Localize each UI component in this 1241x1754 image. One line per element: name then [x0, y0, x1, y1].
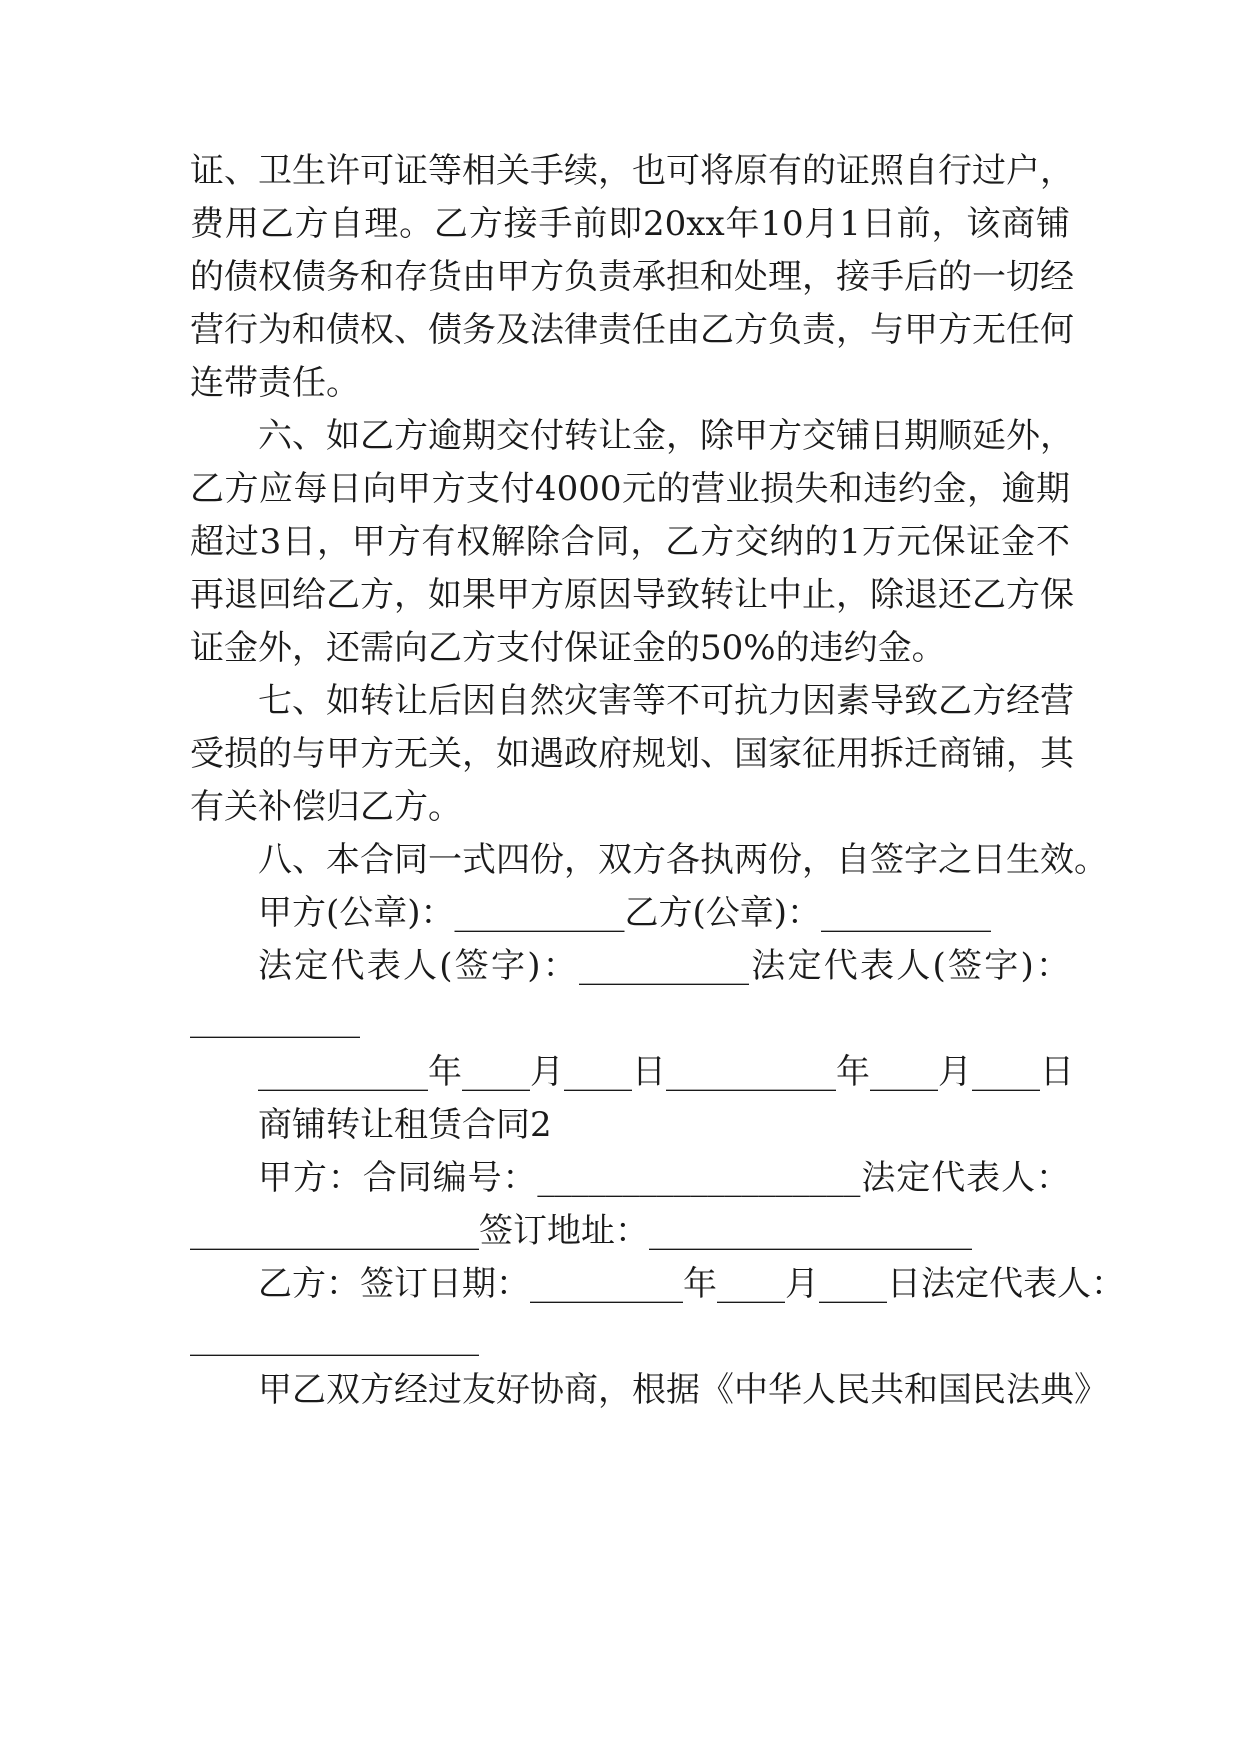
- text-line: 有关补偿归乙方。: [190, 787, 462, 827]
- text-line: 费用乙方自理。乙方接手前即20xx年10月1日前，该商铺: [190, 204, 1070, 244]
- text-line: 受损的与甲方无关，如遇政府规划、国家征用拆迁商铺，其: [190, 734, 1074, 774]
- text-line: 连带责任。: [190, 363, 360, 403]
- date-line: __________年____月____日__________年____月____日: [258, 1052, 1074, 1092]
- representative-signature-line: 法定代表人(签字)：__________法定代表人(签字)：: [258, 946, 1070, 986]
- text-line: 证金外，还需向乙方支付保证金的50%的违约金。: [190, 628, 946, 668]
- text-line: 再退回给乙方，如果甲方原因导致转让中止，除退还乙方保: [190, 575, 1074, 615]
- clause-eight: 八、本合同一式四份，双方各执两份，自签字之日生效。: [258, 840, 1108, 880]
- party-b-line: 乙方：签订日期：_________年____月____日法定代表人：: [258, 1264, 1125, 1304]
- clause-six-start: 六、如乙方逾期交付转让金，除甲方交铺日期顺延外，: [258, 416, 1074, 456]
- text-line: 营行为和债权、债务及法律责任由乙方负责，与甲方无任何: [190, 310, 1074, 350]
- contract-title: 商铺转让租赁合同2: [258, 1105, 552, 1145]
- text-line: 乙方应每日向甲方支付4000元的营业损失和违约金，逾期: [190, 469, 1070, 509]
- signature-blank: __________: [190, 999, 360, 1039]
- party-a-line: 甲方：合同编号：___________________法定代表人：: [258, 1158, 1070, 1198]
- text-line: 的债权债务和存货由甲方负责承担和处理，接手后的一切经: [190, 257, 1074, 297]
- representative-blank: _________________: [190, 1317, 479, 1357]
- text-line: 证、卫生许可证等相关手续，也可将原有的证照自行过户，: [190, 151, 1074, 191]
- party-seal-line: 甲方(公章)：__________乙方(公章)：__________: [258, 893, 992, 933]
- preamble-line: 甲乙双方经过友好协商，根据《中华人民共和国民法典》: [258, 1370, 1108, 1410]
- clause-seven-start: 七、如转让后因自然灾害等不可抗力因素导致乙方经营: [258, 681, 1074, 721]
- text-line: 超过3日，甲方有权解除合同，乙方交纳的1万元保证金不: [190, 522, 1070, 562]
- sign-address-line: _________________签订地址：___________________: [190, 1211, 972, 1251]
